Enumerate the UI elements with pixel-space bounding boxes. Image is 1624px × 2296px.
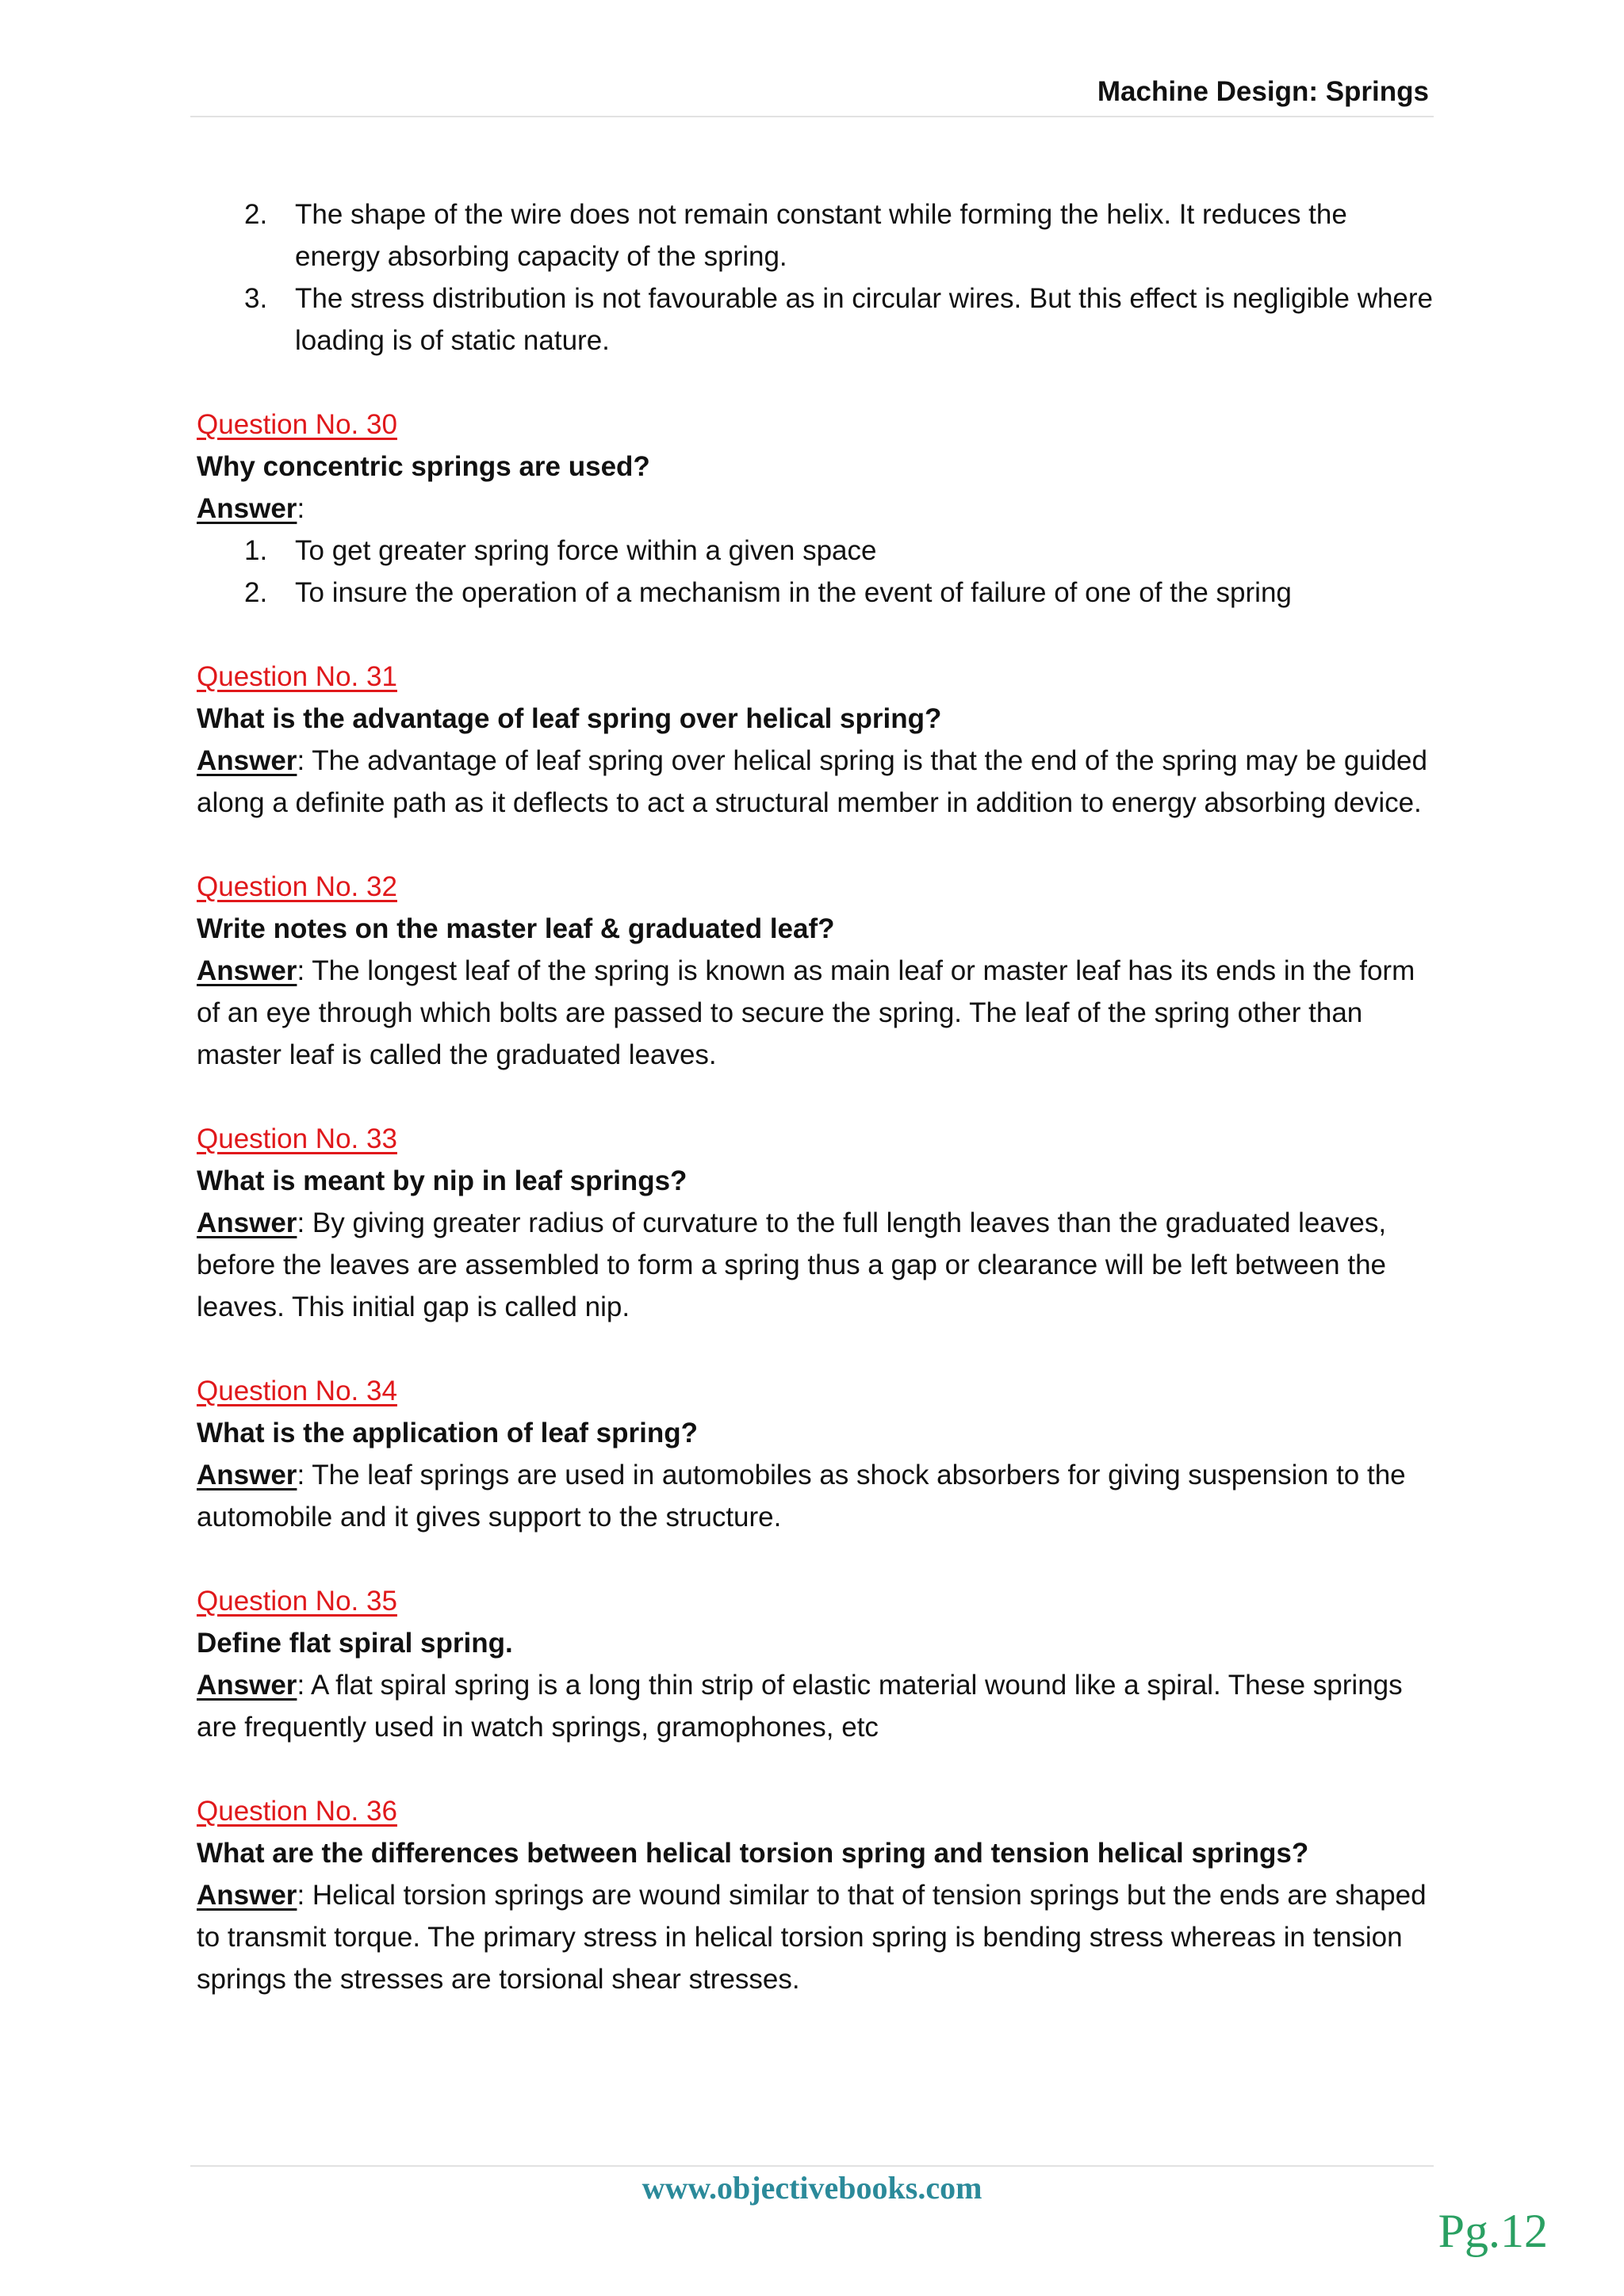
answer-paragraph <box>197 1454 1434 1538</box>
answer-text: : Helical torsion springs are wound similar to that of tension springs but the ends are shaped to transmit torque. The primary stress in helical torsion spring is bending stress whereas in tension springs the stresses are torsional shear stresses. <box>197 1880 1427 1995</box>
answer-paragraph <box>197 1202 1434 1328</box>
answer-text: : By giving greater radius of curvature to the full length leaves than the graduated leaves, before the leaves are assembled to form a spring thus a gap or clearance will be left between the leaves. This initial gap is called nip. <box>197 1207 1387 1322</box>
list-item-text: The stress distribution is not favourable as in circular wires. But this effect is negligible where loading is of static nature. <box>295 283 1434 356</box>
question-text: What is meant by nip in leaf springs? <box>197 1165 688 1196</box>
list-item: 2. The shape of the wire does not remain constant while forming the helix. It reduces the energy absorbing capacity of the spring. <box>244 199 1347 272</box>
answer-paragraph <box>197 1874 1434 2000</box>
answer-label: Answer <box>197 955 297 986</box>
answer-label: Answer <box>197 1670 297 1701</box>
answer-label: Answer <box>197 493 297 524</box>
answer-text: : The longest leaf of the spring is known as main leaf or master leaf has its ends in the form of an eye through which bolts are passed to secure the spring. The leaf of the spring other than master leaf is called the graduated leaves. <box>197 955 1415 1070</box>
list-item-text: The shape of the wire does not remain constant while forming the helix. It reduces the energy absorbing capacity of the spring. <box>295 199 1347 272</box>
answer-text: : The advantage of leaf spring over helical spring is that the end of the spring may be guided along a definite path as it deflects to act a structural member in addition to energy absorbing device. <box>197 745 1427 818</box>
question-text: Write notes on the master leaf & graduated leaf? <box>197 913 835 944</box>
question-number: Question No. 31 <box>197 661 397 692</box>
question-number: Question No. 32 <box>197 871 397 902</box>
answer-label: Answer <box>197 1207 297 1238</box>
answer-label: Answer <box>197 745 297 776</box>
question-block-31 <box>197 656 1434 824</box>
question-block-35 <box>197 1580 1434 1748</box>
list-item-text: To get greater spring force within a given space <box>295 535 877 566</box>
answer-text: : The leaf springs are used in automobiles as shock absorbers for giving suspension to the automobile and it gives support to the structure. <box>197 1460 1406 1533</box>
question-number: Question No. 30 <box>197 409 397 440</box>
document-body <box>197 193 1434 2000</box>
list-item-text: To insure the operation of a mechanism in the event of failure of one of the spring <box>295 577 1292 608</box>
answer-paragraph <box>197 950 1434 1076</box>
answer-paragraph: Answer: <box>197 493 305 524</box>
page-number: Pg.12 <box>1438 2205 1548 2257</box>
question-number: Question No. 33 <box>197 1123 397 1154</box>
answer-label: Answer <box>197 1460 297 1490</box>
list-item: 1. To get greater spring force within a given space <box>244 535 877 566</box>
intro-numbered-list <box>197 193 1434 362</box>
question-block-36 <box>197 1790 1434 2000</box>
question-number: Question No. 34 <box>197 1376 397 1406</box>
document-header-title: Machine Design: Springs <box>1097 76 1429 107</box>
question-block-33 <box>197 1118 1434 1328</box>
question-number: Question No. 35 <box>197 1586 397 1617</box>
list-item: 3. The stress distribution is not favourable as in circular wires. But this effect is negligible where loading is of static nature. <box>244 283 1434 356</box>
list-item: 2. To insure the operation of a mechanism in the event of failure of one of the spring <box>244 577 1292 608</box>
footer-website-link[interactable]: www.objectivebooks.com <box>642 2170 982 2206</box>
question-number: Question No. 36 <box>197 1796 397 1827</box>
answer-paragraph <box>197 740 1434 824</box>
answer-numbered-list <box>197 530 1434 614</box>
question-text: What is the advantage of leaf spring over helical spring? <box>197 703 942 734</box>
question-text: What is the application of leaf spring? <box>197 1418 698 1448</box>
question-text: Define flat spiral spring. <box>197 1628 513 1659</box>
question-block-32 <box>197 866 1434 1076</box>
footer-divider <box>190 2165 1434 2167</box>
question-block-30 <box>197 404 1434 614</box>
question-text: Why concentric springs are used? <box>197 451 650 482</box>
answer-text: : A flat spiral spring is a long thin strip of elastic material wound like a spiral. These springs are frequently used in watch springs, gramophones, etc <box>197 1670 1403 1743</box>
answer-label: Answer <box>197 1880 297 1911</box>
question-text: What are the differences between helical torsion spring and tension helical springs? <box>197 1838 1309 1869</box>
answer-paragraph <box>197 1664 1434 1748</box>
question-block-34 <box>197 1370 1434 1538</box>
header-divider <box>190 116 1434 117</box>
